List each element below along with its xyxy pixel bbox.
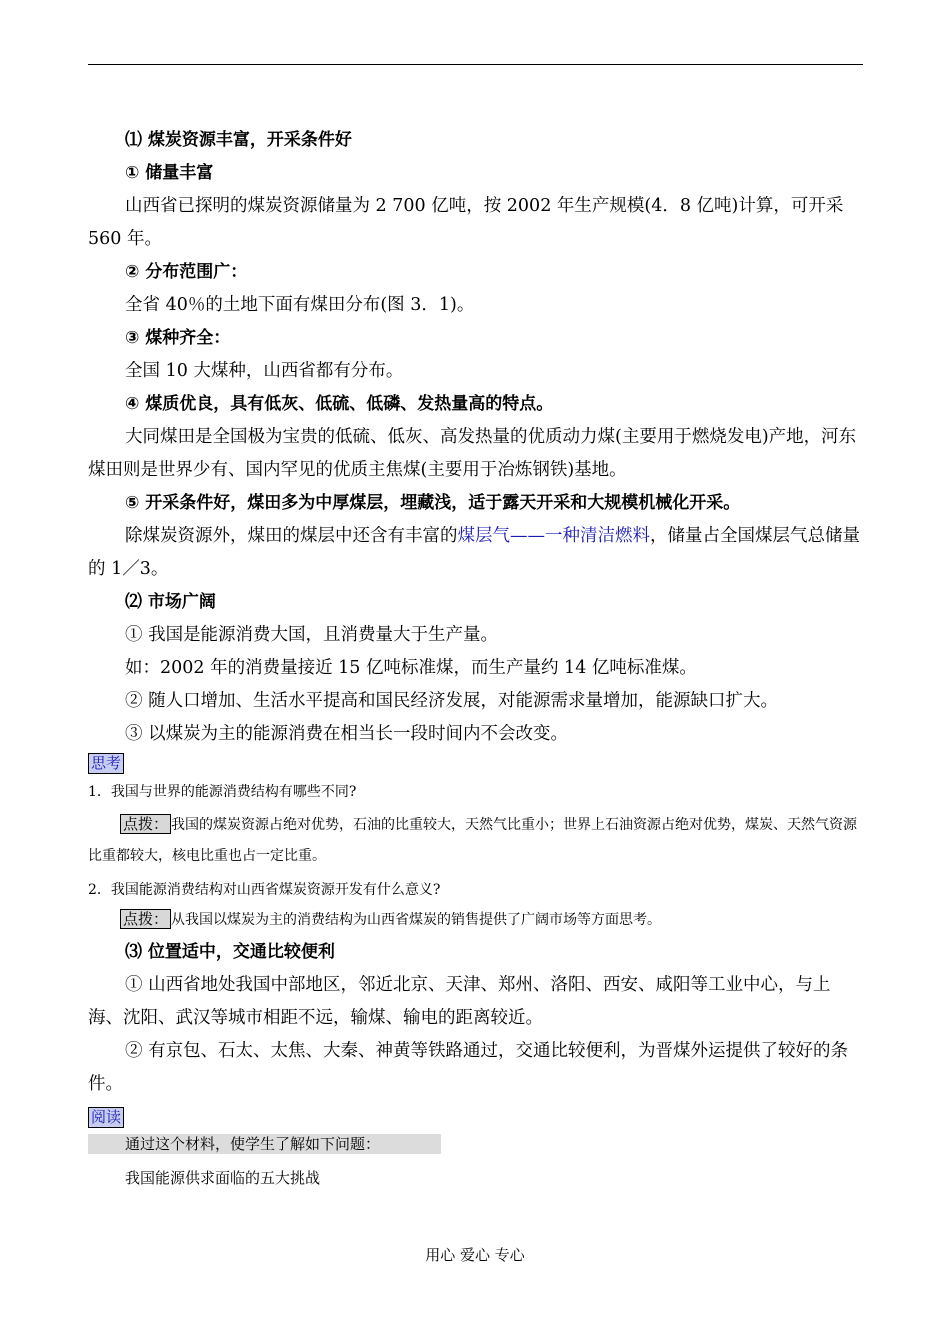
section-heading: ⑶ 位置适中，交通比较便利 [125,942,335,962]
header-rule [88,64,863,65]
paragraph-text: 除煤炭资源外，煤田的煤层中还含有丰富的 [125,526,458,546]
subheading: ③ 煤种齐全： [125,328,231,348]
answer [88,908,863,932]
think-tag-row [88,753,863,774]
think-tag: 思考 [88,753,124,774]
list-item: ② 有京包、石太、太焦、大秦、神黄等铁路通过，交通比较便利，为晋煤外运提供了较好的条件。 [88,1041,849,1094]
answer-text: 从我国以煤炭为主的消费结构为山西省煤炭的销售提供了广阔市场等方面思考。 [171,912,662,928]
paragraph: 大同煤田是全国极为宝贵的低硫、低灰、高发热量的优质动力煤(主要用于燃烧发电)产地，河东煤田则是世界少有、国内罕见的优质主焦煤(主要用于冶炼钢铁)基地。 [88,427,857,480]
page-footer: 用心 爱心 专心 [425,1246,525,1264]
read-title: 我国能源供求面临的五大挑战 [125,1169,321,1187]
list-item: 如：2002 年的消费量接近 15 亿吨标准煤，而生产量约 14 亿吨标准煤。 [125,658,697,678]
answer-text: 我国的煤炭资源占绝对优势，石油的比重较大，天然气比重小；世界上石油资源占绝对优势，煤炭、天然气资源比重都较大，核电比重也占一定比重。 [88,817,858,864]
coalbed-gas-link[interactable]: 煤层气——一种清洁燃料 [457,526,650,546]
list-item: ② 随人口增加、生活水平提高和国民经济发展，对能源需求量增加，能源缺口扩大。 [125,691,779,711]
question: 2．我国能源消费结构对山西省煤炭资源开发有什么意义? [88,882,441,898]
subheading: ① 储量丰富 [125,163,214,183]
paragraph-text: ，储量占全国煤层气总储量的 1／3。 [88,526,860,579]
paragraph: 山西省已探明的煤炭资源储量为 2 700 亿吨，按 2002 年生产规模(4．8 亿吨)计算，可开采 560 年。 [88,196,844,249]
hint-label: 点拨： [120,909,171,929]
list-item: ① 我国是能源消费大国，且消费量大于生产量。 [125,625,499,645]
section-heading: ⑵ 市场广阔 [125,592,216,612]
read-tag: 阅读 [88,1107,124,1128]
hint-label: 点拨： [120,814,171,834]
section-heading: ⑴ 煤炭资源丰富，开采条件好 [125,130,352,150]
list-item: ① 山西省地处我国中部地区，邻近北京、天津、郑州、洛阳、西安、咸阳等工业中心，与上海、沈阳、武汉等城市相距不远，输煤、输电的距离较近。 [88,975,831,1028]
document-body [88,124,863,1190]
question: 1．我国与世界的能源消费结构有哪些不同? [88,784,357,800]
paragraph: 全国 10 大煤种，山西省都有分布。 [125,361,404,381]
read-intro-row [88,1134,863,1154]
subheading: ② 分布范围广： [125,262,248,282]
read-intro: 通过这个材料，使学生了解如下问题： [88,1134,441,1154]
answer [88,810,863,872]
list-item: ③ 以煤炭为主的能源消费在相当长一段时间内不会改变。 [125,724,569,744]
paragraph [88,520,863,586]
paragraph: 全省 40％的土地下面有煤田分布(图 3．1)。 [125,295,475,315]
subheading: ④ 煤质优良，具有低灰、低硫、低磷、发热量高的特点。 [125,394,554,414]
read-tag-row [88,1107,863,1128]
subheading: ⑤ 开采条件好，煤田多为中厚煤层，埋藏浅，适于露天开采和大规模机械化开采。 [125,493,741,513]
